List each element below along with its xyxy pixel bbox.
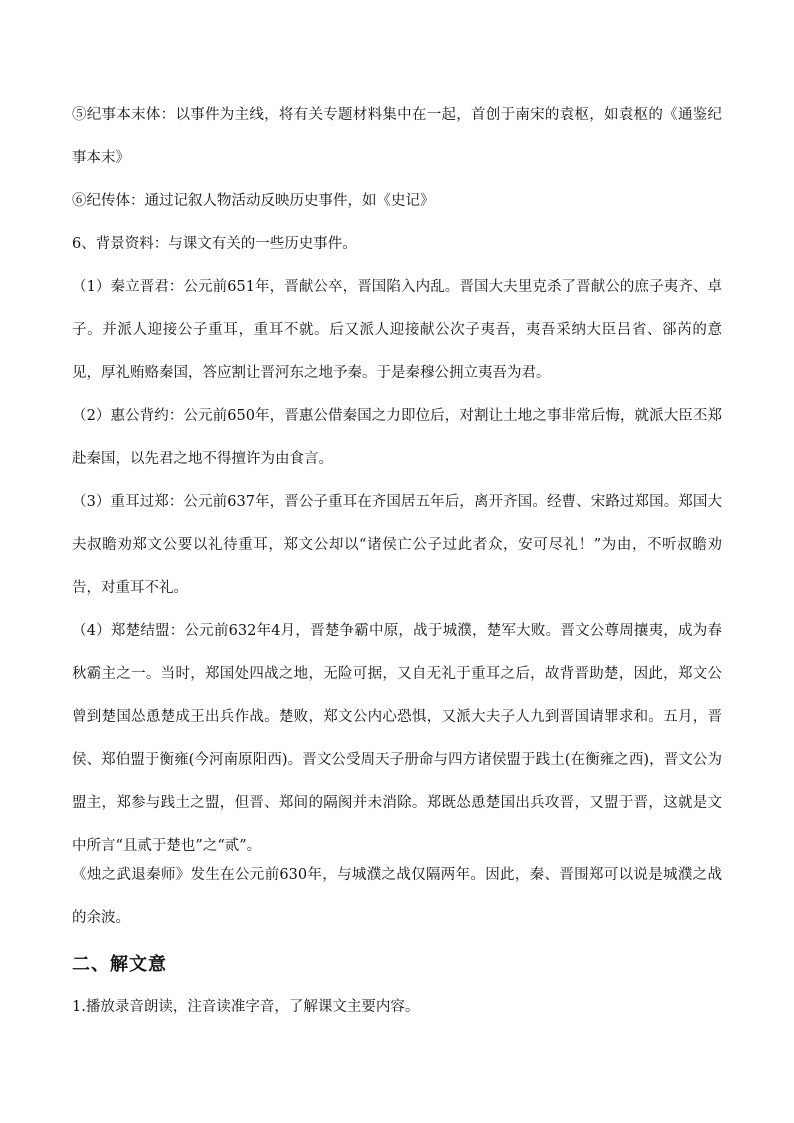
paragraph-task-1: 1.播放录音朗读，注音读准字音，了解课文主要内容。 (72, 999, 420, 1015)
paragraph-jishi-benmo: ⑤纪事本末体：以事件为主线，将有关专题材料集中在一起，首创于南宋的袁枢，如袁枢的《通鉴纪事本末》 (72, 107, 722, 166)
paragraph-zhuzhiwu-context: 《烛之武退秦师》发生在公元前630年，与城濮之战仅隔两年。因此，秦、晋围郑可以说是城濮之战的余波。 (72, 867, 722, 926)
paragraph-qin-li-jin-jun: （1）秦立晋君：公元前651年，晋献公卒，晋国陷入内乱。晋国大夫里克杀了晋献公的庶子夷齐、卓子。并派人迎接公子重耳，重耳不就。后又派人迎接献公次子夷吾，夷吾采纳大臣吕省、郤芮的意见，厚礼贿赂秦国，答应割让晋河东之地予秦。于是秦穆公拥立夷吾为君。 (72, 279, 722, 381)
paragraph-jizhuan: ⑥纪传体：通过记叙人物活动反映历史事件，如《史记》 (72, 193, 435, 209)
paragraph-huigong-beiyue: （2）惠公背约：公元前650年，晋惠公借秦国之力即位后，对割让土地之事非常后悔，就派大臣丕郑赴秦国，以先君之地不得擅许为由食言。 (72, 408, 722, 467)
paragraph-chonger-guozheng: （3）重耳过郑：公元前637年，晋公子重耳在齐国居五年后，离开齐国。经曹、宋路过郑国。郑国大夫叔瞻劝郑文公要以礼待重耳，郑文公却以“诸侯亡公子过此者众，安可尽礼！”为由，不听叔瞻劝告，对重耳不礼。 (72, 494, 722, 596)
paragraph-background-intro: 6、背景资料：与课文有关的一些历史事件。 (72, 236, 357, 252)
section-heading: 二、解文意 (72, 954, 167, 975)
paragraph-zhengchu-jiemeng: （4）郑楚结盟：公元前632年4月，晋楚争霸中原，战于城濮，楚军大败。晋文公尊周攘夷，成为春秋霸主之一。当时，郑国处四战之地，无险可据，又自无礼于重耳之后，故背晋助楚，因此，郑文公曾到楚国怂恿楚成王出兵作战。楚败，郑文公内心恐惧，又派大夫子人九到晋国请罪求和。五月，晋侯、郑伯盟于衡雍(今河南原阳西)。晋文公受周天子册命与四方诸侯盟于践土(在衡雍之西)，晋文公为盟主，郑参与践土之盟，但晋、郑间的隔阂并未消除。郑既怂恿楚国出兵攻晋，又盟于晋，这就是文中所言“且贰于楚也”之“贰”。 (72, 623, 722, 854)
